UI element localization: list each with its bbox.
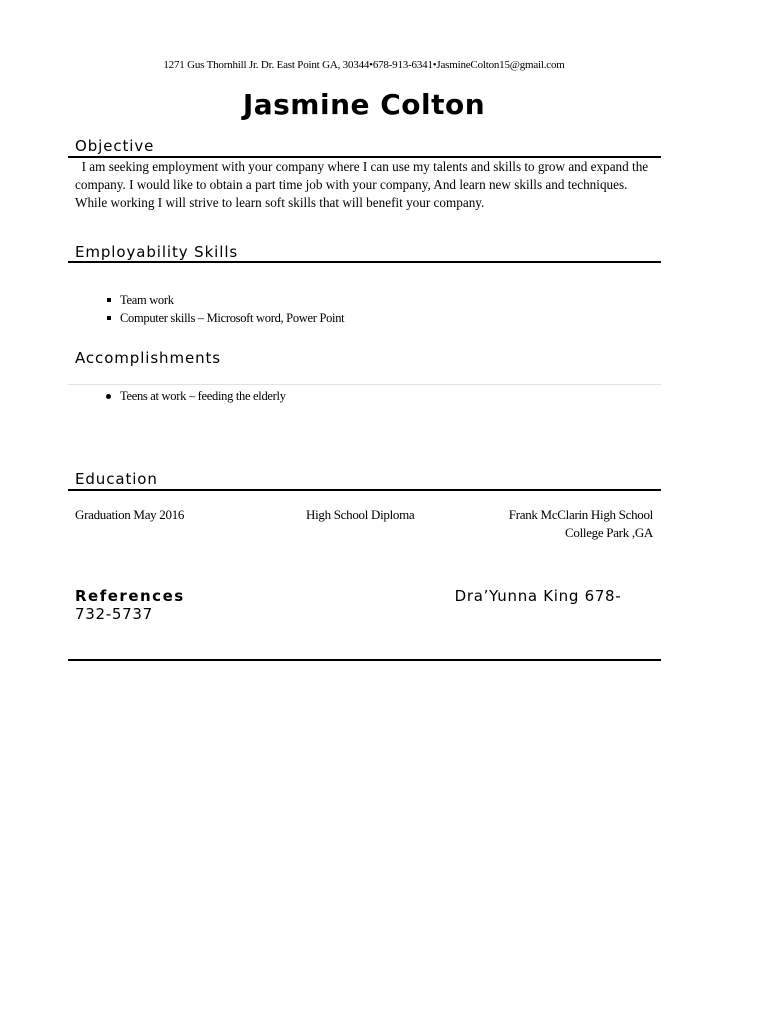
school-location: College Park ,GA	[565, 525, 653, 540]
objective-text	[75, 158, 655, 212]
applicant-name: Jasmine Colton	[242, 88, 486, 121]
skills-heading: Employability Skills	[75, 243, 239, 261]
objective-heading: Objective	[75, 137, 155, 155]
education-heading: Education	[75, 470, 158, 488]
list-item: Teens at work – feeding the elderly	[104, 387, 644, 405]
school-block	[430, 506, 653, 542]
list-item: Team work	[104, 291, 644, 309]
education-rule	[68, 489, 661, 491]
graduation-date: Graduation May 2016	[75, 507, 185, 522]
contact-line: 1271 Gus Thornhill Jr. Dr. East Point GA, 30344•678-913-6341•JasmineColton15@gmail.com	[163, 59, 565, 71]
reference-contact: Dra’Yunna King 678-732-5737	[75, 587, 622, 623]
accomplishments-list	[104, 387, 644, 405]
list-item: Computer skills – Microsoft word, Power Point	[104, 309, 644, 327]
objective-paragraph: I am seeking employment with your company where I can use my talents and skills to grow and expand the company. I would like to obtain a part time job with your company, And learn new skills and techniques. While working I will strive to learn soft skills that will benefit your company.	[75, 159, 649, 210]
accomplishments-rule	[68, 384, 661, 385]
accomplishments-heading: Accomplishments	[75, 349, 222, 367]
degree: High School Diploma	[306, 507, 415, 522]
skills-list	[104, 291, 644, 327]
skills-rule	[68, 261, 661, 263]
references-heading: References	[75, 587, 185, 605]
references-block	[75, 587, 655, 623]
references-rule	[68, 659, 661, 661]
school-name: Frank McClarin High School	[508, 507, 653, 522]
